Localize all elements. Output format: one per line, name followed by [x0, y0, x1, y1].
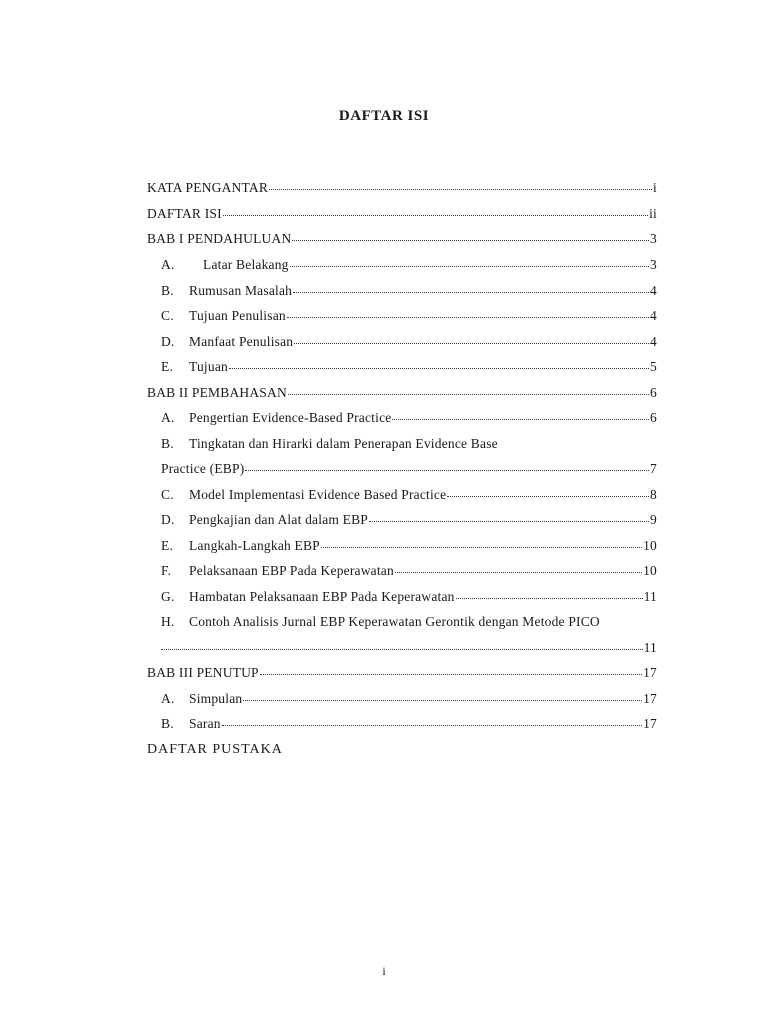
toc-entry-saran[interactable]: [161, 716, 657, 736]
dot-leader: [290, 266, 649, 267]
dot-leader: [456, 598, 643, 599]
toc-entry-text: Pengkajian dan Alat dalam EBP: [189, 512, 369, 527]
toc-entry-label: D.: [161, 512, 175, 527]
toc-entry-daftar-isi[interactable]: [147, 206, 657, 226]
dot-leader: [288, 394, 649, 395]
dot-leader: [260, 674, 642, 675]
toc-entry-tingkatan-hirarki[interactable]: [161, 436, 657, 456]
toc-page-number: 4: [650, 283, 657, 298]
toc-entry-kata-pengantar[interactable]: [147, 180, 657, 200]
dot-leader: [392, 419, 649, 420]
dot-leader: [229, 368, 649, 369]
toc-entry-text: Tujuan: [189, 359, 228, 374]
toc-entry-langkah-langkah[interactable]: [161, 538, 657, 558]
toc-entry-rumusan-masalah[interactable]: [161, 283, 657, 303]
toc-entry-label: C.: [161, 487, 174, 502]
toc-entry-text: Practice (EBP): [161, 461, 245, 476]
toc-entry-label: A.: [161, 691, 175, 706]
toc-entry-label: A.: [161, 257, 175, 272]
toc-entry-tingkatan-hirarki-cont[interactable]: [161, 461, 657, 481]
toc-entry-text: Contoh Analisis Jurnal EBP Keperawatan Gerontik dengan Metode PICO: [189, 614, 600, 629]
toc-page-number: 5: [650, 359, 657, 374]
toc-entry-text: Tujuan Penulisan: [189, 308, 286, 323]
dot-leader: [161, 649, 643, 650]
toc-entry-contoh-analisis-cont[interactable]: [161, 640, 657, 660]
dot-leader: [223, 215, 648, 216]
toc-page-number: 4: [650, 308, 657, 323]
toc-entry-label: H.: [161, 614, 175, 629]
toc-entry-hambatan[interactable]: [161, 589, 657, 609]
dot-leader: [395, 572, 642, 573]
dot-leader: [294, 343, 649, 344]
toc-page-number: 6: [650, 410, 657, 425]
toc-page-number: 8: [650, 487, 657, 502]
toc-page-number: 11: [643, 589, 657, 604]
toc-page-number: 10: [643, 538, 657, 553]
toc-page-number: 7: [650, 461, 657, 476]
toc-entry-label: B.: [161, 436, 174, 451]
dot-leader: [269, 189, 652, 190]
toc-entry-text: Simpulan: [189, 691, 243, 706]
toc-page-number: 17: [643, 665, 657, 680]
toc-entry-daftar-pustaka[interactable]: [147, 742, 657, 762]
toc-entry-text: BAB II PEMBAHASAN: [147, 385, 287, 400]
toc-entry-text: BAB I PENDAHULUAN: [147, 231, 292, 246]
toc-entry-text: Manfaat Penulisan: [189, 334, 294, 349]
toc-entry-pelaksanaan-ebp[interactable]: [161, 563, 657, 583]
toc-page-number: 17: [643, 716, 657, 731]
toc-entry-text: Model Implementasi Evidence Based Practice: [189, 487, 447, 502]
toc-entry-contoh-analisis[interactable]: [161, 614, 657, 634]
toc-page-number: 3: [650, 257, 657, 272]
toc-entry-label: F.: [161, 563, 172, 578]
toc-entry-text: DAFTAR PUSTAKA: [147, 742, 283, 757]
toc-entry-tujuan-penulisan[interactable]: [161, 308, 657, 328]
toc-page-number: 11: [643, 640, 657, 655]
toc-page-number: 4: [650, 334, 657, 349]
toc-entry-bab-3[interactable]: [147, 665, 657, 685]
dot-leader: [321, 547, 642, 548]
toc-entry-model-implementasi[interactable]: [161, 487, 657, 507]
toc-entry-label: E.: [161, 359, 174, 374]
dot-leader: [245, 470, 649, 471]
dot-leader: [222, 725, 642, 726]
toc-page-number: ii: [649, 206, 657, 221]
toc-entry-label: G.: [161, 589, 175, 604]
toc-page-number: 9: [650, 512, 657, 527]
toc-entry-text: DAFTAR ISI: [147, 206, 222, 221]
toc-entry-label: E.: [161, 538, 174, 553]
toc-page-number: 17: [643, 691, 657, 706]
toc-entry-text: Pelaksanaan EBP Pada Keperawatan: [189, 563, 394, 578]
toc-page-number: 3: [650, 231, 657, 246]
toc-page-number: i: [653, 180, 657, 195]
toc-entry-pengkajian-alat[interactable]: [161, 512, 657, 532]
toc-entry-bab-2[interactable]: [147, 385, 657, 405]
toc-entry-tujuan[interactable]: [161, 359, 657, 379]
footer-page-number: i: [382, 964, 386, 978]
toc-entry-text: BAB III PENUTUP: [147, 665, 259, 680]
toc-entry-simpulan[interactable]: [161, 691, 657, 711]
toc-entry-text: Hambatan Pelaksanaan EBP Pada Keperawatan: [189, 589, 455, 604]
dot-leader: [293, 292, 649, 293]
toc-entry-text: Saran: [189, 716, 221, 731]
toc-entry-bab-1[interactable]: [147, 231, 657, 251]
toc-entry-text: KATA PENGANTAR: [147, 180, 269, 195]
page-title: DAFTAR ISI: [338, 108, 430, 124]
toc-entry-manfaat-penulisan[interactable]: [161, 334, 657, 354]
toc-entry-label: D.: [161, 334, 175, 349]
dot-leader: [243, 700, 642, 701]
toc-entry-label: A.: [161, 410, 175, 425]
toc-entry-text: Pengertian Evidence-Based Practice: [189, 410, 392, 425]
toc-entry-label: B.: [161, 283, 174, 298]
toc-entry-text: Langkah-Langkah EBP: [189, 538, 320, 553]
toc-entry-label: B.: [161, 716, 174, 731]
toc-entry-text: Rumusan Masalah: [189, 283, 293, 298]
toc-entry-pengertian-ebp[interactable]: [161, 410, 657, 430]
toc-entry-text: Tingkatan dan Hirarki dalam Penerapan Evidence Base: [189, 436, 498, 451]
dot-leader: [292, 240, 649, 241]
dot-leader: [287, 317, 649, 318]
toc-entry-latar-belakang[interactable]: [161, 257, 657, 277]
toc-page-number: 10: [643, 563, 657, 578]
toc-entry-label: C.: [161, 308, 174, 323]
toc-page-number: 6: [650, 385, 657, 400]
dot-leader: [447, 496, 649, 497]
dot-leader: [369, 521, 649, 522]
toc-entry-text: Latar Belakang: [203, 257, 289, 272]
